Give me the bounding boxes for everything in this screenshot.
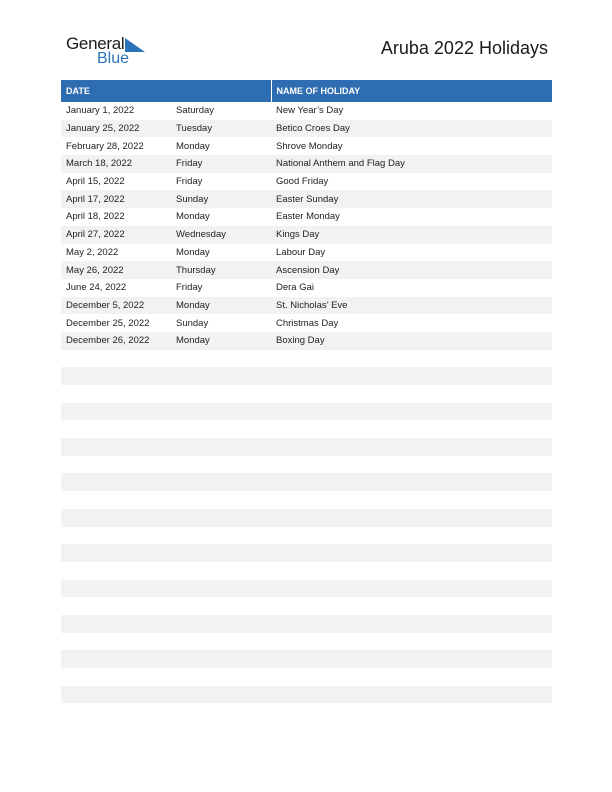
table-row — [61, 297, 552, 315]
empty-cell — [61, 527, 171, 545]
empty-cell — [171, 438, 271, 456]
table-row — [61, 137, 552, 155]
empty-table-row — [61, 668, 552, 686]
empty-cell — [271, 385, 552, 403]
empty-table-row — [61, 385, 552, 403]
holiday-date-cell: December 26, 2022 — [61, 332, 171, 350]
empty-cell — [61, 456, 171, 474]
empty-cell — [171, 615, 271, 633]
empty-cell — [271, 615, 552, 633]
empty-cell — [61, 350, 171, 368]
holiday-day-cell: Saturday — [176, 105, 215, 117]
holiday-date-cell: May 26, 2022 — [61, 261, 171, 279]
empty-cell — [171, 668, 271, 686]
empty-cell — [61, 597, 171, 615]
column-header-holiday-name: NAME OF HOLIDAY — [271, 80, 552, 102]
empty-cell — [271, 420, 552, 438]
empty-cell — [61, 491, 171, 509]
logo-word-general: General — [66, 34, 125, 53]
empty-cell — [271, 562, 552, 580]
holiday-name-cell: Christmas Day — [276, 317, 339, 329]
empty-cell — [271, 350, 552, 368]
logo-word-blue: Blue — [97, 50, 130, 67]
empty-cell — [61, 668, 171, 686]
holiday-day-cell: Monday — [176, 246, 210, 258]
table-row — [61, 120, 552, 138]
empty-cell — [171, 456, 271, 474]
empty-table-row — [61, 650, 552, 668]
holiday-date-cell: December 5, 2022 — [61, 297, 171, 315]
empty-cell — [171, 562, 271, 580]
holiday-day-cell: Friday — [176, 282, 203, 294]
empty-cell — [171, 491, 271, 509]
holiday-day-cell: Monday — [176, 211, 210, 223]
empty-cell — [61, 544, 171, 562]
holiday-name-cell: Easter Monday — [276, 211, 340, 223]
holiday-day-cell: Monday — [171, 297, 271, 315]
table-row — [61, 279, 552, 297]
empty-cell — [271, 597, 552, 615]
table-row — [61, 155, 552, 173]
table-row — [61, 208, 552, 226]
empty-cell — [61, 438, 171, 456]
holiday-name-cell: Dera Gai — [276, 282, 315, 294]
empty-cell — [171, 367, 271, 385]
table-row — [61, 226, 552, 244]
table-row — [61, 173, 552, 191]
empty-table-row — [61, 527, 552, 545]
holiday-date-cell: April 17, 2022 — [61, 190, 171, 208]
holiday-day-cell: Thursday — [171, 261, 271, 279]
table-row — [61, 261, 552, 279]
empty-table-row — [61, 350, 552, 368]
empty-cell — [61, 580, 171, 598]
empty-cell — [61, 615, 171, 633]
empty-cell — [61, 385, 171, 403]
holiday-name-cell: St. Nicholas’ Eve — [271, 297, 552, 315]
table-row — [61, 314, 552, 332]
empty-table-row — [61, 580, 552, 598]
empty-cell — [61, 420, 171, 438]
holiday-date-cell: January 25, 2022 — [61, 120, 171, 138]
holiday-name-cell: Kings Day — [271, 226, 552, 244]
empty-cell — [271, 686, 552, 704]
empty-cell — [171, 544, 271, 562]
empty-table-row — [61, 438, 552, 456]
empty-table-row — [61, 509, 552, 527]
holidays-table — [61, 80, 552, 721]
empty-cell — [271, 668, 552, 686]
holiday-name-cell: Shrove Monday — [276, 140, 343, 152]
holiday-name-cell: Labour Day — [276, 246, 326, 258]
holiday-date-cell: May 2, 2022 — [66, 246, 119, 258]
empty-cell — [171, 597, 271, 615]
empty-table-row — [61, 420, 552, 438]
empty-cell — [271, 473, 552, 491]
empty-table-row — [61, 473, 552, 491]
general-blue-logo — [66, 34, 156, 70]
empty-cell — [61, 633, 171, 651]
empty-cell — [171, 473, 271, 491]
empty-cell — [271, 633, 552, 651]
empty-table-row — [61, 456, 552, 474]
holiday-name-cell: Betico Croes Day — [271, 120, 552, 138]
holiday-date-cell: January 1, 2022 — [66, 105, 135, 117]
empty-table-row — [61, 686, 552, 704]
holiday-day-cell: Monday — [176, 140, 210, 152]
table-header-row — [61, 80, 552, 102]
empty-cell — [61, 562, 171, 580]
table-body — [61, 102, 552, 721]
empty-cell — [271, 650, 552, 668]
table-row — [61, 332, 552, 350]
holiday-date-cell: December 25, 2022 — [66, 317, 150, 329]
empty-cell — [61, 703, 171, 721]
empty-table-row — [61, 597, 552, 615]
empty-cell — [171, 650, 271, 668]
empty-cell — [271, 438, 552, 456]
page-title: Aruba 2022 Holidays — [380, 38, 548, 58]
empty-table-row — [61, 403, 552, 421]
empty-cell — [61, 686, 171, 704]
holiday-name-cell: Easter Sunday — [271, 190, 552, 208]
holiday-day-cell: Sunday — [176, 317, 209, 329]
holiday-date-cell: April 27, 2022 — [61, 226, 171, 244]
empty-cell — [61, 509, 171, 527]
empty-cell — [61, 367, 171, 385]
empty-cell — [271, 456, 552, 474]
empty-cell — [271, 580, 552, 598]
holiday-name-cell: National Anthem and Flag Day — [271, 155, 552, 173]
empty-cell — [271, 509, 552, 527]
empty-cell — [171, 350, 271, 368]
empty-cell — [61, 403, 171, 421]
empty-cell — [171, 403, 271, 421]
holiday-date-cell: June 24, 2022 — [66, 282, 127, 294]
empty-table-row — [61, 562, 552, 580]
empty-cell — [271, 527, 552, 545]
empty-table-row — [61, 491, 552, 509]
empty-cell — [271, 703, 552, 721]
empty-cell — [271, 544, 552, 562]
empty-cell — [171, 633, 271, 651]
empty-table-row — [61, 544, 552, 562]
holiday-name-cell: New Year’s Day — [276, 105, 344, 117]
empty-table-row — [61, 615, 552, 633]
table-row — [61, 244, 552, 262]
empty-cell — [61, 473, 171, 491]
holiday-date-cell: March 18, 2022 — [61, 155, 171, 173]
empty-cell — [171, 509, 271, 527]
empty-cell — [171, 686, 271, 704]
empty-table-row — [61, 703, 552, 721]
table-row — [61, 102, 552, 120]
holiday-name-cell: Good Friday — [276, 176, 329, 188]
empty-cell — [171, 580, 271, 598]
empty-cell — [171, 420, 271, 438]
holiday-name-cell: Boxing Day — [271, 332, 552, 350]
holiday-day-cell: Friday — [171, 155, 271, 173]
holiday-date-cell: February 28, 2022 — [66, 140, 144, 152]
empty-cell — [61, 650, 171, 668]
empty-cell — [271, 491, 552, 509]
column-header-date: DATE — [61, 80, 271, 102]
holiday-day-cell: Monday — [171, 332, 271, 350]
holiday-day-cell: Friday — [176, 176, 203, 188]
empty-cell — [271, 403, 552, 421]
empty-cell — [271, 367, 552, 385]
holiday-day-cell: Sunday — [171, 190, 271, 208]
empty-table-row — [61, 367, 552, 385]
holiday-date-cell: April 18, 2022 — [66, 211, 125, 223]
holiday-day-cell: Wednesday — [171, 226, 271, 244]
empty-cell — [171, 527, 271, 545]
holiday-name-cell: Ascension Day — [271, 261, 552, 279]
empty-table-row — [61, 633, 552, 651]
holiday-day-cell: Tuesday — [171, 120, 271, 138]
empty-cell — [171, 385, 271, 403]
table-row — [61, 190, 552, 208]
holiday-date-cell: April 15, 2022 — [66, 176, 125, 188]
empty-cell — [171, 703, 271, 721]
